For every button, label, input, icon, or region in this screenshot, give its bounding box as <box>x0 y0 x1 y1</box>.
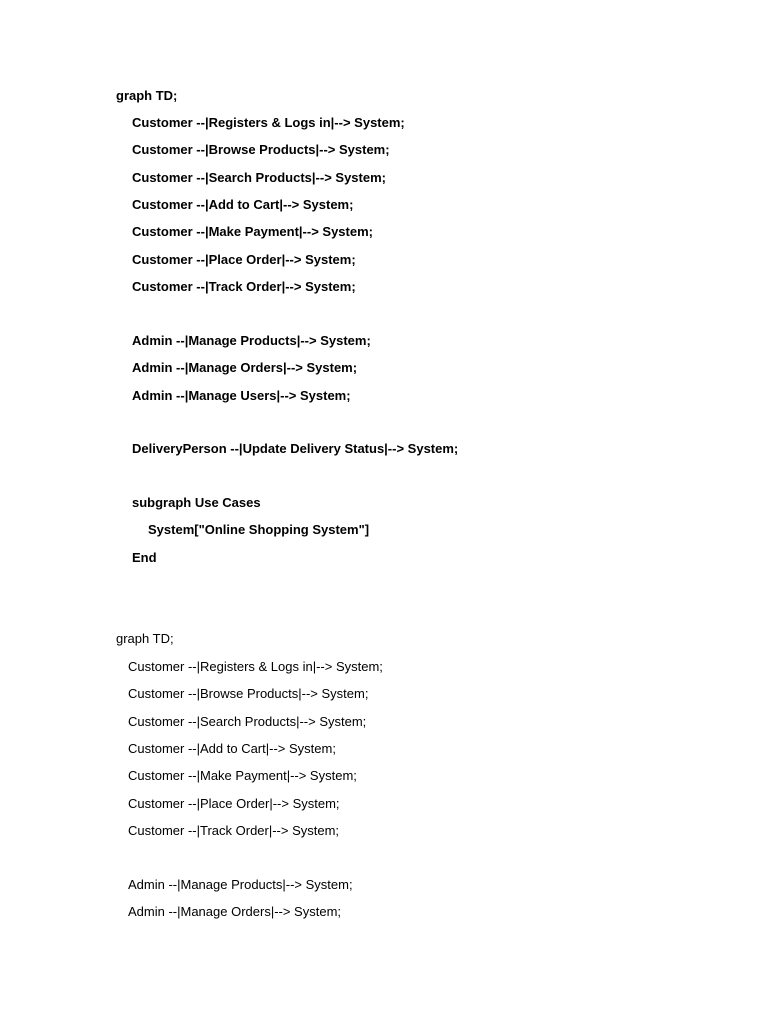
bold-end-line: End <box>132 550 157 565</box>
bold-header-line: graph TD; <box>116 88 178 103</box>
regular-customer-line: Customer --|Search Products|--> System; <box>128 714 367 729</box>
regular-customer-line: Customer --|Place Order|--> System; <box>128 796 340 811</box>
bold-admin-line: Admin --|Manage Products|--> System; <box>132 333 371 348</box>
regular-customer-line: Customer --|Add to Cart|--> System; <box>128 741 336 756</box>
bold-admin-line: Admin --|Manage Orders|--> System; <box>132 360 358 375</box>
regular-customer-line: Customer --|Browse Products|--> System; <box>128 686 369 701</box>
regular-customer-line: Customer --|Track Order|--> System; <box>128 823 340 838</box>
bold-delivery-line: DeliveryPerson --|Update Delivery Status|--> System; <box>132 441 459 456</box>
regular-customer-line: Customer --|Make Payment|--> System; <box>128 768 357 783</box>
bold-customer-line: Customer --|Make Payment|--> System; <box>132 224 373 239</box>
bold-admin-line: Admin --|Manage Users|--> System; <box>132 388 351 403</box>
bold-customer-line: Customer --|Place Order|--> System; <box>132 252 356 267</box>
bold-subgraph-line: subgraph Use Cases <box>132 495 261 510</box>
regular-customer-line: Customer --|Registers & Logs in|--> System; <box>128 659 383 674</box>
bold-customer-line: Customer --|Add to Cart|--> System; <box>132 197 354 212</box>
bold-customer-line: Customer --|Registers & Logs in|--> System; <box>132 115 405 130</box>
bold-customer-line: Customer --|Browse Products|--> System; <box>132 142 390 157</box>
regular-admin-line: Admin --|Manage Orders|--> System; <box>128 904 342 919</box>
bold-customer-line: Customer --|Track Order|--> System; <box>132 279 356 294</box>
regular-admin-line: Admin --|Manage Products|--> System; <box>128 877 353 892</box>
bold-customer-line: Customer --|Search Products|--> System; <box>132 170 386 185</box>
bold-system-line: System["Online Shopping System"] <box>148 522 370 537</box>
regular-header-line: graph TD; <box>116 631 174 646</box>
